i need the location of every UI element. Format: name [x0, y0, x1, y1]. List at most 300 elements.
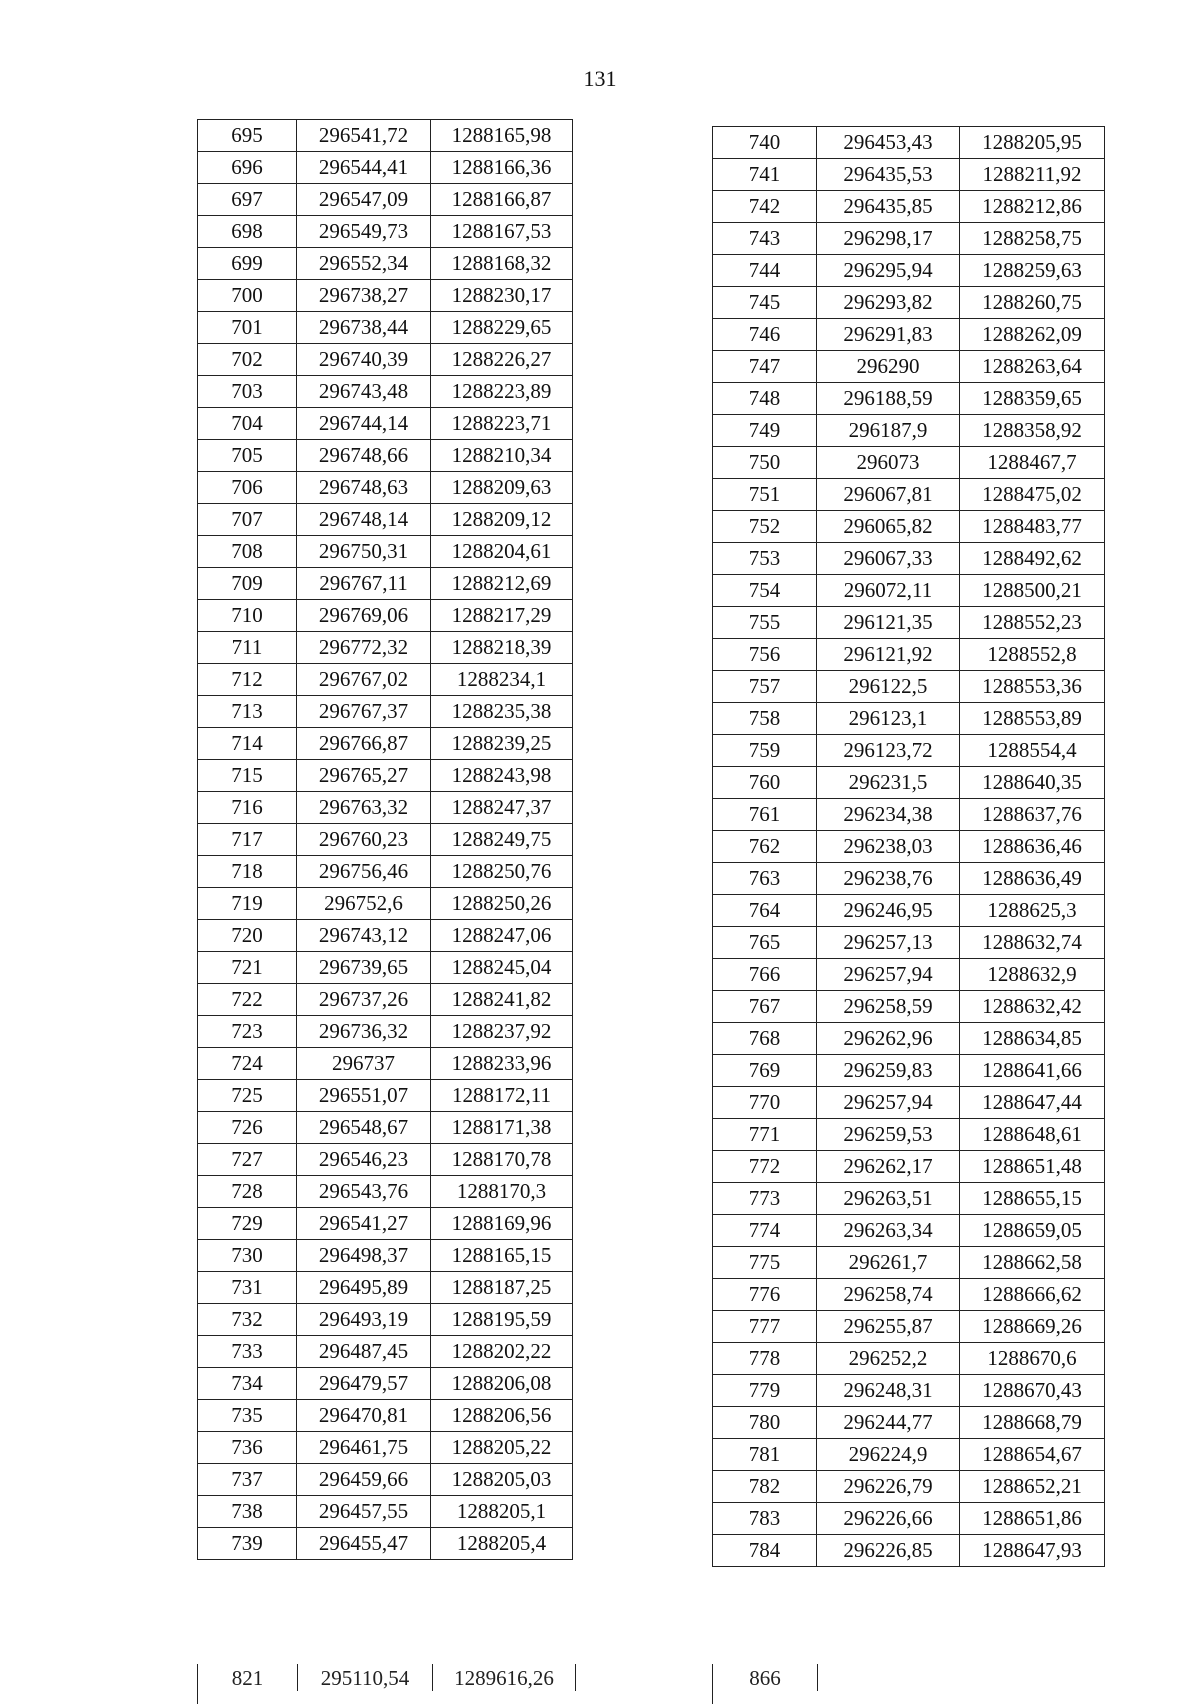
cell-y-coordinate: 1288243,98	[431, 760, 573, 792]
cell-x-coordinate: 296238,76	[817, 863, 960, 895]
cell-x-coordinate: 296435,53	[817, 159, 960, 191]
cell-y-coordinate: 1288167,53	[431, 216, 573, 248]
cell-y-coordinate: 1288212,69	[431, 568, 573, 600]
cell-x-coordinate: 296231,5	[817, 767, 960, 799]
cell-point-number: 737	[198, 1464, 297, 1496]
cell-y-coordinate: 1288233,96	[431, 1048, 573, 1080]
table-row	[713, 447, 1105, 479]
cell-y-coordinate: 1288223,89	[431, 376, 573, 408]
table-row	[713, 1151, 1105, 1183]
table-row	[713, 863, 1105, 895]
table-row	[198, 1400, 573, 1432]
cut-cell-y: 1289616,26	[433, 1664, 576, 1691]
cell-x-coordinate: 296257,94	[817, 1087, 960, 1119]
cell-y-coordinate: 1288262,09	[960, 319, 1105, 351]
cell-point-number: 769	[713, 1055, 817, 1087]
cell-point-number: 780	[713, 1407, 817, 1439]
table-row	[713, 831, 1105, 863]
cell-x-coordinate: 296457,55	[297, 1496, 431, 1528]
cell-point-number: 759	[713, 735, 817, 767]
table-row	[198, 952, 573, 984]
cell-x-coordinate: 296188,59	[817, 383, 960, 415]
cell-x-coordinate: 296248,31	[817, 1375, 960, 1407]
cell-point-number: 757	[713, 671, 817, 703]
table-row	[198, 376, 573, 408]
cell-point-number: 731	[198, 1272, 297, 1304]
table-row	[198, 344, 573, 376]
cell-x-coordinate: 296479,57	[297, 1368, 431, 1400]
table-row	[713, 1343, 1105, 1375]
cell-point-number: 730	[198, 1240, 297, 1272]
cell-y-coordinate: 1288249,75	[431, 824, 573, 856]
cell-x-coordinate: 296495,89	[297, 1272, 431, 1304]
cell-y-coordinate: 1288205,4	[431, 1528, 573, 1560]
cell-point-number: 738	[198, 1496, 297, 1528]
table-row	[713, 991, 1105, 1023]
cell-point-number: 721	[198, 952, 297, 984]
cell-point-number: 698	[198, 216, 297, 248]
table-row	[198, 824, 573, 856]
table-row	[713, 735, 1105, 767]
cell-y-coordinate: 1288637,76	[960, 799, 1105, 831]
cell-x-coordinate: 296738,44	[297, 312, 431, 344]
cell-x-coordinate: 296262,96	[817, 1023, 960, 1055]
table-row	[198, 1112, 573, 1144]
cell-x-coordinate: 296767,37	[297, 696, 431, 728]
cell-point-number: 753	[713, 543, 817, 575]
cell-x-coordinate: 296541,27	[297, 1208, 431, 1240]
cell-x-coordinate: 296487,45	[297, 1336, 431, 1368]
table-row	[198, 152, 573, 184]
table-row	[713, 287, 1105, 319]
cell-point-number: 722	[198, 984, 297, 1016]
table-row	[198, 600, 573, 632]
table-row	[198, 1432, 573, 1464]
cell-point-number: 732	[198, 1304, 297, 1336]
cell-point-number: 716	[198, 792, 297, 824]
table-row	[713, 639, 1105, 671]
cell-x-coordinate: 296763,32	[297, 792, 431, 824]
table-row	[713, 671, 1105, 703]
cell-x-coordinate: 296737	[297, 1048, 431, 1080]
cell-point-number: 777	[713, 1311, 817, 1343]
table-row	[198, 216, 573, 248]
cell-x-coordinate: 296224,9	[817, 1439, 960, 1471]
cell-y-coordinate: 1288235,38	[431, 696, 573, 728]
cell-x-coordinate: 296548,67	[297, 1112, 431, 1144]
cell-y-coordinate: 1288165,98	[431, 120, 573, 152]
cell-y-coordinate: 1288166,87	[431, 184, 573, 216]
cell-x-coordinate: 296453,43	[817, 127, 960, 159]
cell-point-number: 743	[713, 223, 817, 255]
cell-x-coordinate: 296261,7	[817, 1247, 960, 1279]
table-row	[713, 895, 1105, 927]
cell-x-coordinate: 296461,75	[297, 1432, 431, 1464]
cell-point-number: 740	[713, 127, 817, 159]
cell-point-number: 761	[713, 799, 817, 831]
cell-point-number: 745	[713, 287, 817, 319]
table-row	[713, 703, 1105, 735]
table-row	[198, 120, 573, 152]
table-row	[198, 440, 573, 472]
table-row	[198, 1304, 573, 1336]
table-row	[198, 1144, 573, 1176]
cell-x-coordinate: 296767,02	[297, 664, 431, 696]
cell-y-coordinate: 1288670,6	[960, 1343, 1105, 1375]
cell-y-coordinate: 1288636,46	[960, 831, 1105, 863]
cell-point-number: 715	[198, 760, 297, 792]
cell-x-coordinate: 296072,11	[817, 575, 960, 607]
cell-point-number: 695	[198, 120, 297, 152]
next-page-cut-row-left	[197, 1664, 576, 1704]
cell-point-number: 754	[713, 575, 817, 607]
cell-x-coordinate: 296547,09	[297, 184, 431, 216]
table-row	[713, 575, 1105, 607]
cell-point-number: 744	[713, 255, 817, 287]
cell-y-coordinate: 1288250,26	[431, 888, 573, 920]
table-row	[713, 1119, 1105, 1151]
table-row	[713, 511, 1105, 543]
cell-point-number: 724	[198, 1048, 297, 1080]
table-row	[198, 280, 573, 312]
cut-cell-x: 295110,54	[298, 1664, 433, 1691]
table-row	[713, 927, 1105, 959]
table-row	[713, 1503, 1105, 1535]
cell-y-coordinate: 1288170,3	[431, 1176, 573, 1208]
cell-point-number: 704	[198, 408, 297, 440]
table-row	[198, 664, 573, 696]
table-row	[713, 1407, 1105, 1439]
table-row	[713, 543, 1105, 575]
cell-y-coordinate: 1288165,15	[431, 1240, 573, 1272]
table-row	[198, 984, 573, 1016]
cell-x-coordinate: 296544,41	[297, 152, 431, 184]
table-row	[713, 191, 1105, 223]
cell-x-coordinate: 296549,73	[297, 216, 431, 248]
cell-point-number: 763	[713, 863, 817, 895]
cell-y-coordinate: 1288247,06	[431, 920, 573, 952]
cell-y-coordinate: 1288475,02	[960, 479, 1105, 511]
cell-y-coordinate: 1288652,21	[960, 1471, 1105, 1503]
cell-y-coordinate: 1288168,32	[431, 248, 573, 280]
table-row	[198, 1336, 573, 1368]
cell-point-number: 717	[198, 824, 297, 856]
cell-y-coordinate: 1288641,66	[960, 1055, 1105, 1087]
table-row	[713, 255, 1105, 287]
cell-x-coordinate: 296743,48	[297, 376, 431, 408]
cell-point-number: 752	[713, 511, 817, 543]
table-row	[713, 1247, 1105, 1279]
table-row	[198, 792, 573, 824]
cell-point-number: 701	[198, 312, 297, 344]
cell-y-coordinate: 1288250,76	[431, 856, 573, 888]
table-row	[713, 223, 1105, 255]
cell-point-number: 742	[713, 191, 817, 223]
table-row	[198, 760, 573, 792]
cell-y-coordinate: 1288636,49	[960, 863, 1105, 895]
table-row	[713, 1183, 1105, 1215]
table-row	[198, 728, 573, 760]
cell-y-coordinate: 1288166,36	[431, 152, 573, 184]
cell-y-coordinate: 1288467,7	[960, 447, 1105, 479]
cell-y-coordinate: 1288241,82	[431, 984, 573, 1016]
cell-point-number: 729	[198, 1208, 297, 1240]
coordinates-table-left	[197, 119, 573, 1560]
cell-y-coordinate: 1288195,59	[431, 1304, 573, 1336]
cell-x-coordinate: 296258,59	[817, 991, 960, 1023]
cell-point-number: 773	[713, 1183, 817, 1215]
cell-x-coordinate: 296552,34	[297, 248, 431, 280]
cell-point-number: 697	[198, 184, 297, 216]
cell-point-number: 702	[198, 344, 297, 376]
cell-y-coordinate: 1288170,78	[431, 1144, 573, 1176]
cell-x-coordinate: 296744,14	[297, 408, 431, 440]
cell-y-coordinate: 1288670,43	[960, 1375, 1105, 1407]
table-row	[713, 1215, 1105, 1247]
cell-y-coordinate: 1288553,89	[960, 703, 1105, 735]
cell-x-coordinate: 296123,72	[817, 735, 960, 767]
cell-x-coordinate: 296765,27	[297, 760, 431, 792]
cell-y-coordinate: 1288205,03	[431, 1464, 573, 1496]
cell-x-coordinate: 296257,94	[817, 959, 960, 991]
cell-x-coordinate: 296748,66	[297, 440, 431, 472]
cell-y-coordinate: 1288202,22	[431, 1336, 573, 1368]
cell-x-coordinate: 296290	[817, 351, 960, 383]
cell-x-coordinate: 296739,65	[297, 952, 431, 984]
cell-point-number: 776	[713, 1279, 817, 1311]
cell-y-coordinate: 1288260,75	[960, 287, 1105, 319]
cell-x-coordinate: 296752,6	[297, 888, 431, 920]
table-row	[713, 1311, 1105, 1343]
cell-point-number: 779	[713, 1375, 817, 1407]
table-row	[713, 1535, 1105, 1567]
table-row	[713, 1055, 1105, 1087]
cell-x-coordinate: 296226,66	[817, 1503, 960, 1535]
cell-point-number: 713	[198, 696, 297, 728]
cell-x-coordinate: 296259,53	[817, 1119, 960, 1151]
cell-y-coordinate: 1288651,86	[960, 1503, 1105, 1535]
cell-point-number: 741	[713, 159, 817, 191]
cell-point-number: 726	[198, 1112, 297, 1144]
cell-point-number: 746	[713, 319, 817, 351]
page-number: 131	[583, 66, 617, 91]
cell-x-coordinate: 296121,92	[817, 639, 960, 671]
cut-cell-number: 866	[713, 1664, 818, 1691]
cell-y-coordinate: 1288211,92	[960, 159, 1105, 191]
cell-y-coordinate: 1288230,17	[431, 280, 573, 312]
table-row	[713, 1439, 1105, 1471]
table-row	[198, 1080, 573, 1112]
cell-point-number: 771	[713, 1119, 817, 1151]
cell-point-number: 703	[198, 376, 297, 408]
cell-x-coordinate: 296748,63	[297, 472, 431, 504]
cell-y-coordinate: 1288632,42	[960, 991, 1105, 1023]
table-row	[713, 351, 1105, 383]
cell-y-coordinate: 1288172,11	[431, 1080, 573, 1112]
cell-y-coordinate: 1288632,74	[960, 927, 1105, 959]
cell-x-coordinate: 296262,17	[817, 1151, 960, 1183]
cell-point-number: 725	[198, 1080, 297, 1112]
table-row	[713, 1023, 1105, 1055]
cell-y-coordinate: 1288483,77	[960, 511, 1105, 543]
cell-x-coordinate: 296065,82	[817, 511, 960, 543]
cell-x-coordinate: 296255,87	[817, 1311, 960, 1343]
cell-y-coordinate: 1288666,62	[960, 1279, 1105, 1311]
table-row	[198, 1272, 573, 1304]
cell-y-coordinate: 1288500,21	[960, 575, 1105, 607]
table-row	[198, 856, 573, 888]
cell-point-number: 762	[713, 831, 817, 863]
cell-point-number: 707	[198, 504, 297, 536]
cell-x-coordinate: 296737,26	[297, 984, 431, 1016]
cell-x-coordinate: 296067,33	[817, 543, 960, 575]
cell-y-coordinate: 1288634,85	[960, 1023, 1105, 1055]
cell-y-coordinate: 1288205,22	[431, 1432, 573, 1464]
cell-point-number: 699	[198, 248, 297, 280]
table-row	[713, 127, 1105, 159]
cell-point-number: 782	[713, 1471, 817, 1503]
cell-x-coordinate: 296435,85	[817, 191, 960, 223]
table-row	[198, 312, 573, 344]
cell-point-number: 770	[713, 1087, 817, 1119]
cell-x-coordinate: 296246,95	[817, 895, 960, 927]
cell-x-coordinate: 296067,81	[817, 479, 960, 511]
cell-x-coordinate: 296546,23	[297, 1144, 431, 1176]
cell-point-number: 736	[198, 1432, 297, 1464]
cell-x-coordinate: 296259,83	[817, 1055, 960, 1087]
coordinates-table-right	[712, 126, 1105, 1567]
cell-point-number: 756	[713, 639, 817, 671]
cell-x-coordinate: 296750,31	[297, 536, 431, 568]
cell-point-number: 767	[713, 991, 817, 1023]
cell-y-coordinate: 1288226,27	[431, 344, 573, 376]
cell-y-coordinate: 1288245,04	[431, 952, 573, 984]
table-row	[713, 959, 1105, 991]
cell-point-number: 783	[713, 1503, 817, 1535]
table-row	[198, 568, 573, 600]
cell-point-number: 720	[198, 920, 297, 952]
table-row	[713, 1279, 1105, 1311]
cell-x-coordinate: 296293,82	[817, 287, 960, 319]
table-row	[713, 799, 1105, 831]
cell-x-coordinate: 296263,34	[817, 1215, 960, 1247]
table-row	[713, 383, 1105, 415]
cell-point-number: 705	[198, 440, 297, 472]
cell-y-coordinate: 1288206,56	[431, 1400, 573, 1432]
cell-x-coordinate: 296238,03	[817, 831, 960, 863]
cell-y-coordinate: 1288223,71	[431, 408, 573, 440]
cell-y-coordinate: 1288209,12	[431, 504, 573, 536]
cell-point-number: 718	[198, 856, 297, 888]
cell-y-coordinate: 1288206,08	[431, 1368, 573, 1400]
cell-y-coordinate: 1288234,1	[431, 664, 573, 696]
table-row	[198, 696, 573, 728]
cell-x-coordinate: 296123,1	[817, 703, 960, 735]
table-row	[713, 1471, 1105, 1503]
cell-x-coordinate: 296551,07	[297, 1080, 431, 1112]
cell-x-coordinate: 296743,12	[297, 920, 431, 952]
cell-point-number: 696	[198, 152, 297, 184]
table-row	[198, 1048, 573, 1080]
cell-point-number: 775	[713, 1247, 817, 1279]
cell-point-number: 708	[198, 536, 297, 568]
table-row	[713, 767, 1105, 799]
table-row	[198, 408, 573, 440]
cell-x-coordinate: 296122,5	[817, 671, 960, 703]
cell-x-coordinate: 296769,06	[297, 600, 431, 632]
cell-x-coordinate: 296738,27	[297, 280, 431, 312]
cell-y-coordinate: 1288171,38	[431, 1112, 573, 1144]
table-row	[713, 415, 1105, 447]
cell-point-number: 751	[713, 479, 817, 511]
cell-point-number: 735	[198, 1400, 297, 1432]
cell-y-coordinate: 1288554,4	[960, 735, 1105, 767]
cell-x-coordinate: 296736,32	[297, 1016, 431, 1048]
cell-y-coordinate: 1288654,67	[960, 1439, 1105, 1471]
table-row	[198, 472, 573, 504]
cell-y-coordinate: 1288239,25	[431, 728, 573, 760]
cell-y-coordinate: 1288647,93	[960, 1535, 1105, 1567]
cell-point-number: 711	[198, 632, 297, 664]
cell-x-coordinate: 296455,47	[297, 1528, 431, 1560]
table-row	[198, 1240, 573, 1272]
cell-point-number: 768	[713, 1023, 817, 1055]
cell-point-number: 723	[198, 1016, 297, 1048]
cell-y-coordinate: 1288632,9	[960, 959, 1105, 991]
cell-y-coordinate: 1288492,62	[960, 543, 1105, 575]
table-row	[198, 1528, 573, 1560]
cell-x-coordinate: 296459,66	[297, 1464, 431, 1496]
cell-point-number: 748	[713, 383, 817, 415]
cell-y-coordinate: 1288647,44	[960, 1087, 1105, 1119]
cell-y-coordinate: 1288263,64	[960, 351, 1105, 383]
cell-x-coordinate: 296543,76	[297, 1176, 431, 1208]
cell-y-coordinate: 1288659,05	[960, 1215, 1105, 1247]
cell-x-coordinate: 296263,51	[817, 1183, 960, 1215]
table-row	[198, 920, 573, 952]
cell-point-number: 739	[198, 1528, 297, 1560]
cell-y-coordinate: 1288229,65	[431, 312, 573, 344]
cell-y-coordinate: 1288651,48	[960, 1151, 1105, 1183]
cell-y-coordinate: 1288205,95	[960, 127, 1105, 159]
cell-y-coordinate: 1288669,26	[960, 1311, 1105, 1343]
table-row	[198, 1176, 573, 1208]
cell-x-coordinate: 296234,38	[817, 799, 960, 831]
cell-y-coordinate: 1288662,58	[960, 1247, 1105, 1279]
cell-point-number: 758	[713, 703, 817, 735]
cell-x-coordinate: 296073	[817, 447, 960, 479]
table-row	[713, 479, 1105, 511]
cell-y-coordinate: 1288259,63	[960, 255, 1105, 287]
cell-y-coordinate: 1288237,92	[431, 1016, 573, 1048]
table-row	[198, 632, 573, 664]
table-row	[198, 1368, 573, 1400]
table-row	[713, 1087, 1105, 1119]
cell-y-coordinate: 1288648,61	[960, 1119, 1105, 1151]
cell-y-coordinate: 1288204,61	[431, 536, 573, 568]
table-row	[198, 1464, 573, 1496]
cell-x-coordinate: 296767,11	[297, 568, 431, 600]
cell-x-coordinate: 296291,83	[817, 319, 960, 351]
cell-point-number: 714	[198, 728, 297, 760]
cell-x-coordinate: 296493,19	[297, 1304, 431, 1336]
cell-point-number: 733	[198, 1336, 297, 1368]
cell-x-coordinate: 296748,14	[297, 504, 431, 536]
table-row	[713, 1375, 1105, 1407]
table-row	[198, 504, 573, 536]
cell-point-number: 766	[713, 959, 817, 991]
cell-point-number: 747	[713, 351, 817, 383]
